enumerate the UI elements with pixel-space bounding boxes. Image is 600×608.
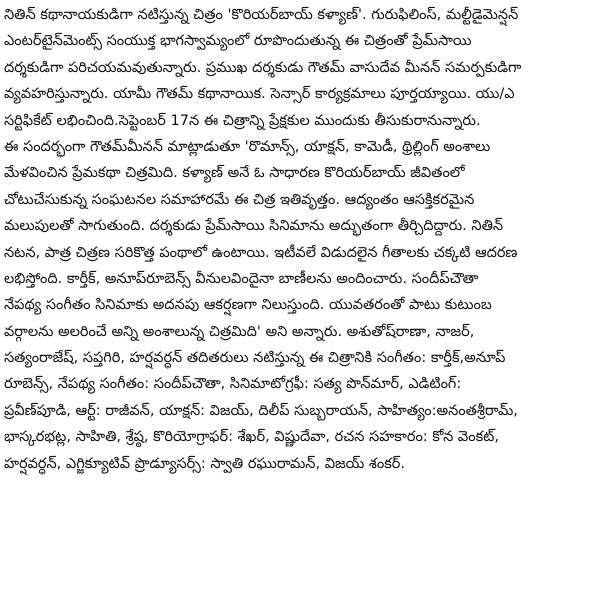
text-line: నటన, పాత్ర చిత్రణ సరికొత్త పంథాలో ఉంటాయి. ఇటీవలే విడుదలైన గీతాలకు చక్కటి ఆదరణ (4, 244, 518, 261)
text-line: హర్షవర్ధన్, ఎగ్జిక్యూటివ్ ప్రొడ్యూసర్స్: స్వాతి రఘురామన్, విజయ్ శంకర్. (4, 455, 405, 472)
text-line: ఈ సందర్భంగా గౌతమ్‌మీనన్ మాట్లాడుతూ 'రొమాన్స్, యాక్షన్, కామెడీ, థ్రిల్లింగ్ అంశాలు (4, 138, 491, 155)
text-line: మేళవించిన ప్రేమకథా చిత్రమిది. కళ్యాణ్ అనే ఓ సాధారణ కొరియర్‌బాయ్ జీవితంలో (4, 165, 465, 182)
text-line: వర్గాలను అలరించే అన్ని అంశాలున్న చిత్రమిది' అని అన్నారు. అశుతోష్‌రాణా, నాజర్, (4, 323, 475, 340)
text-line: లభిస్తోంది. కార్తీక్, అనూప్‌రూబెన్స్ వీనులవిందైనా బాణీలను అందించారు. సందీప్‌చౌతా (4, 270, 479, 287)
text-line: వ్యవహరిస్తున్నారు. యామీ గౌతమ్ కథానాయిక. సెన్సార్ కార్యక్రమాలు పూర్తయ్యాయి. యు/ఎ (4, 86, 515, 103)
text-line: సర్టిఫికేట్ లభించింది.సెప్టెంబర్ 17న ఈ చిత్రాన్ని ప్రేక్షకుల ముందుకు తీసుకురానున్నారు. (4, 112, 481, 129)
text-line: ఎంటర్‌టైన్‌మెంట్స్ సంయుక్త భాగస్వామ్యంలో రూపొందుతున్న ఈ చిత్రంతో ప్రేమ్‌సాయి (4, 33, 472, 50)
text-line: భాస్కరభట్ల, సాహితి, శ్రేష్ఠ, కొరియోగ్రాఫర్: శేఖర్, విష్ణుదేవా, రచన సహకారం: కోన వెంకట్, (4, 429, 499, 446)
text-line: నితిన్ కథానాయకుడిగా నటిస్తున్న చిత్రం 'కొరియర్‌బాయ్ కళ్యాణ్'. గురుఫిలింస్, మల్టీడైమెన్షన్ (4, 7, 519, 23)
text-line: రూబెన్స్, నేపథ్య సంగీతం: సందీప్‌చౌతా, సినిమాటోగ్రఫీ: సత్య పొన్‌మార్, ఎడిటింగ్: (4, 376, 462, 393)
text-line: సత్యంరాజేష్, సప్తగిరి, హర్షవర్ధన్ తదితరులు నటిస్తున్న ఈ చిత్రానికి సంగీతం: కార్తీక్,అనూప్ (4, 350, 506, 367)
text-line: ప్రవీణ్‌పూడి, ఆర్ట్: రాజీవన్, యాక్షన్: విజయ్, దిలీప్ సుబ్బరాయన్, సాహిత్యం:అనంతశ్రీరామ్, (4, 402, 518, 419)
text-line: నేపథ్య సంగీతం సినిమాకు అదనపు ఆకర్షణగా నిలుస్తుంది. యువతరంతో పాటు కుటుంబ (4, 297, 492, 314)
text-line: మలుపులతో సాగుతుంది. దర్శకుడు ప్రేమ్‌సాయి సినిమాను అద్భుతంగా తీర్చిదిద్దారు. నితిన్ (4, 218, 504, 235)
text-line: చోటుచేసుకున్న సంఘటనల సమాహారమే ఈ చిత్ర ఇతివృత్తం. ఆద్యంతం ఆసక్తికరమైన (4, 191, 475, 208)
text-line: దర్శకుడిగా పరిచయమవుతున్నారు. ప్రముఖ దర్శకుడు గౌతమ్ వాసుదేవ మీనన్ సమర్పకుడిగా (4, 59, 522, 76)
